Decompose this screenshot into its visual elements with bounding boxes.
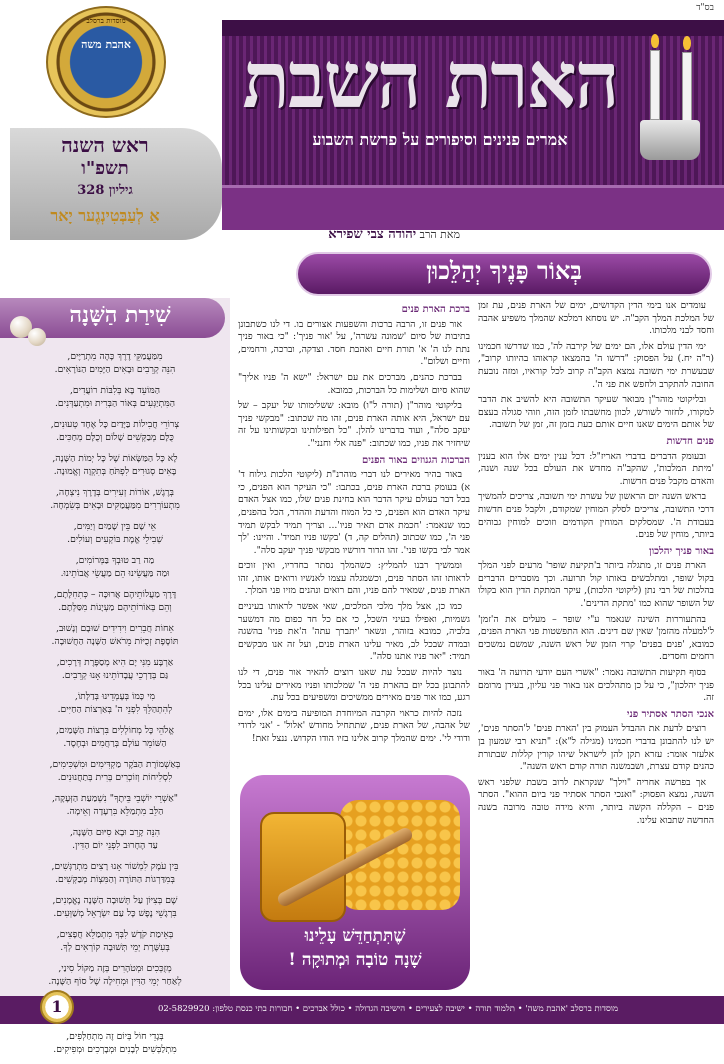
article-column-right [478, 300, 714, 990]
section-heading: אנכי הסתר אסתיר פני [626, 708, 714, 720]
issue-yiddish-greeting: אַ לְעַבְּטִינְגֶער יָאר [50, 206, 160, 225]
pearl-icon [28, 328, 46, 346]
paragraph: בראש השנה יום הראשון של עשרת ימי תשובה, צריכים להמשיך דרכי התשובה, צריכים לסלק המוחין שמקודם, ולקבל פנים חדשות בעבודת ה'. שמסלקים המוחין הקודמים וזוכים למוחין גבוהים ביותר, מוחין של פנים. [478, 491, 714, 541]
paragraph: בהתעוררות השינה שנאמר ע"י שופר – מעלים את ה'זמן' ל'למעלה מהזמן' שאין שם דינים. הוא התפשטות פני הארת הפנים, כמובא, 'פנים בפנים' קרוי הזמן של ראש השנה, שמשם נמשכים רחמים וחסדים. [478, 613, 714, 663]
greeting-line-1: שֶׁתִּתְחַדֵּשׁ עָלֵינוּ [304, 926, 406, 946]
paragraph: באור בהיר מאירים לנו דברי מוהרנ"ת (ליקוטי הלכות גילוח ד' א) בעומק ברכת הארת פנים, בכתבו: "כי העיקר הוא הפנים, כי בכל דבר בעולם עיקר הדבר הוא בחינת פנים שלו, כמו אצל האדם עיקר האדם הוא הפנים, כי כל המוח והדעת וההדר, הכל בהפנים, כמו שנאמר: 'חכמת אדם תאיר פניו'... וצריך תמיד לבקש תמיד פני ה', כמו שכתוב (תהלים קה, ד) 'בקשו פניו תמיד'. והיינו: 'לך אמר לבי בקשו פני'. זהו הדור דורשיו מבקשי פניך יעקב סלה". [238, 469, 470, 556]
paragraph: נזכה להיות כראוי הקרבה המיוחדת המופיעה בימים אלו, ימים של אהבה, של הארת פנים, שתתחיל מחודש 'אלול' - 'אני לדודי ודודי לי'. ימים שהמלך קרוב אלינו בזיו הודו הקדוש. ננצל זאת! [238, 707, 470, 744]
bsd-mark: בס"ד [696, 3, 714, 13]
masthead-wave [222, 185, 724, 230]
poem-stanza: אֵי שָׁם בֵּין שָׁמַיִם וְיַמִּים, שְׁבִילֵי אֱמֶת בּוֹקְעִים וְעוֹלִים. [67, 521, 163, 545]
author-name: יהודה צבי שפירא [328, 227, 417, 242]
poem-stanza: צְרוֹרֵי חֲבִילוֹת בַּיָּדַיִם כָּל אֶחָד טְעוּנִים, כֻּלָּם מְבַקְּשִׁים שָׁלוֹם וְכֻלָּם מְחַכִּים. [50, 419, 180, 443]
poem-stanza: שֶׁם בְּצִיּוֹן עַל תְּשׁוּבָה הַשָּׁנָה נֶאֱמָנִים, בִּרְגָשֵׁי נֶפֶשׁ כָּל עַם יִשְׂרָאֵל מְשַׁוְּעִים. [52, 895, 178, 919]
poem-stanza: דֶּרֶךְ מַעֲלוֹתֵיהֶם אֲרוּכָּה – כְּתִחִלָּתָם, וְהֵם בְּאוֹרוֹתֵיהֶם מַעְיָנוֹת מִסַּלְּתָם. [53, 589, 177, 613]
poem-title: שִׁירַת הַשָּׁנָה [69, 302, 171, 328]
section-heading: פנים חדשות [666, 435, 714, 447]
section-heading: באור פניך יהלכון [649, 545, 714, 557]
article-title: בְּאוֹר פָּנֶיךָ יְהַלֵּכוּן [426, 256, 582, 285]
poem-stanza: בֵּין עֹמֶק לִמְשׁוֹר אָנוּ רָצִים מִתְרַגְּשִׁים, בְּמִדַּרְגוֹת הַתּוֹרָה וְהַמִּצְוֹת מְבַקְּשִׁים. [51, 861, 179, 885]
paragraph: רוצים לדעת את ההבדל העמוק בין 'הארת פנים' ל'הסתר פנים', יש לנו להתבונן בדברי חכמינו (מגילה ל"א): "תניא רבי שמעון בן אלעזר אומר: עזרא תקן להן לישראל שיהו קורין קללות שבתורת כהנים קודם עצרת, ושבמשנה תורה קודם ראש השנה". [478, 723, 714, 773]
issue-number: גיליון 328 [77, 183, 133, 198]
paragraph: ובעומק הדברים בדברי האריז"ל: דכל ענין ימים אלו הוא בענין 'מיתת המלכות', שהקב"ה מחדש את העולם בכל שנה ושנה, והאדם מקבל פנים חדשות. [478, 450, 714, 487]
masthead-title: הארת השבת [242, 35, 618, 126]
poem-stanza: הִנֵּה קָרֵב וּבָא סִיּוּם הַשָּׁנָה, עַד הֶחָרוּב לִפְנֵי יוֹם הַדִּין. [69, 827, 161, 851]
paragraph: אך בפרשה אחריה "וילך" שנקראת לרוב בשבת שלפני ראש השנה, נמצא הפסוק: "ואנכי הסתר אסתיר פני ביום ההוא". הסתר פנים – הקללה הקשה ביותר, והיא מידה טובה מרובה בשנה החדשה שתבוא עלינו. [478, 776, 714, 826]
logo-name: אהבת משה [81, 38, 131, 51]
issue-occasion: ראש השנה [61, 133, 149, 157]
paragraph: ובליקוטי מוהר"ן מבואר שעיקר התשובה היא להשיב את הדבר למקורו, לחזור לשורש, לכוון מחשבתו לזמן הזה, וזוהי סגולה בעצם של אותם הימים שאנו חיים אותם כעת בזמן זה, זמן של תשובה. [478, 394, 714, 431]
candlestick-base [640, 120, 700, 160]
poem-stanza: מִי כָּמוֹ בְּעָמְדֵינוּ בְּדַלָּתוֹ, לְהִתְהַלֵּךְ לִפְנֵי ה' בְּאַרְצוֹת הַחַיִּים. [57, 691, 173, 715]
logo-top-text: מוסדות ברסלב [86, 16, 126, 25]
poem-stanza: "אַשְׁרֵי יוֹשְׁבֵי בֵּיתֶךָ" נִשְׁמַעַת הַזְּעָקָה, הַלֵּב מִתְמַלֵּא בִּרְעָדָה וְאֵימָה. [51, 793, 179, 817]
poem-stanza: בְּרֶגֶשׁ, אוֹרוֹת זְעִירִים בְּדֶרֶךְ נִיצְחָה, מִתְעוֹרְרִים מִמַּעֲמַקִּים וּבָאִים בְּשִׂמְחָה. [50, 487, 180, 511]
poem-body [8, 350, 222, 1064]
poem-stanza: לָא כָּל הַמַּשָּׂאוֹת שֶׁל כָּל יְמוֹת הַשָּׁנָה, בָּאִים סְגוּרִים לִפְתֹּחַ בְּתִקְוָה וְאֱמוּנָה. [52, 453, 178, 477]
poem-stanza: אַרְבָּע מִנִּי יָם הִיא מְסַפֶּרֶת דְּרָכִים, גַּם בְּדַרְכֵי עֲבָדוֹתֵינוּ אָנוּ קְרֵבִים. [56, 657, 174, 681]
author-line [260, 226, 460, 242]
page-number: 1 [40, 990, 74, 1024]
paragraph: בברכת כהנים, מברכים את עם ישראל: "ישא ה' פניו אליך" שהוא סיום ושלימות כל הברכות, כמובא. [238, 371, 470, 396]
paragraph: עומדים אנו בימי הדין הקדושים, ימים של הארת פנים, עת זמן של המלכת המלך הקב"ה. יש נוסחא דמלכא שהמלך משפיע אהבה וחסד לבני מלכותו. [478, 300, 714, 337]
poem-stanza: אֱלֹהֵי כָּל מְחוֹלְלִים בִּרְצוֹת הַשָּׁמַיִם, הַשּׁוֹמֵר עוֹלָם בְּרַחֲמִים וּבְחֶסֶד. [56, 725, 174, 749]
greeting-line-2: שָׁנָה טוֹבָה וּמְתוּקָה ! [288, 950, 422, 970]
poem-stanza: אֵחוֹת חֲבֵרִים וִידִידִים שׁוּבָם וְנָשׁוּב, תּוֹסֶפֶת זְכֻיּוֹת מֵרֹאשׁ הַשָּׁנָה הַחֲשׁוּבָה. [51, 623, 179, 647]
paragraph: נוצר להיות שבכל עת שאנו רוצים להאיר אור פנים, די לנו להתבונן בכל יום בהארת פני ה' שמלכותו ופניו מאירים עלינו בכל רגע, כמו אור פנים מאירים ממשיכים ומשפיעים בכל עת. [238, 667, 470, 704]
paragraph: ימי הדין עולם אלו, הם ימים של קירבה לה', כמו שדרשו חכמינו (ר"ה יח.) על הפסוק: "דרשו ה' בהמצאו קראוהו בהיותו קרוב", שבעשרת ימי תשובה נמצא הקב"ה קרוב לכל קוראיו, ומזה נובעת החובה להתקרב ולחפש את פני ה'. [478, 340, 714, 390]
poem-stanza: מִמַּעֲמַקֵּי דֶרֶךְ כָּהֶה מִתְרַיֶּים, הִנֵּה קְרֵבִים וּבָאִים הַיָּמִים הַנּוֹרָאִים. [54, 351, 176, 375]
paragraph: הארת פנים זו, מתגלה ביותר ב'תקיעת שופר' מרעים לפני המלך בקול שופר, ומתלבשים באותו קול תרועה. וכך מוסברים הדברים בהלכות של רבי נתן (ליקוטי הלכות), עיקר המתקת הדין הוא בקולו של השופר שהוא כמו 'מתקת הדינים'. [478, 560, 714, 610]
paragraph: בסוף תקיעות התשובה נאמר: "אשרי העם יודעי תרועה ה' באור פניך יהלכון", כי על כן מתהלכים אנו באור פני עליון, בעידן מרומם זה. [478, 667, 714, 704]
article-column-middle [238, 300, 470, 770]
section-heading: ברכת הארת פנים [401, 304, 470, 315]
paragraph: אור פנים זו, הרבה ברכות והשפעות אצורים בו. די לנו כשתבונן בתיבות של סיום 'שמונה עשרה', על 'אור פניך': "כי באור פניך נתת לנו ה' א' תורת חיים ואהבת חסד. וצדקה, וברכה, ורחמים, וחיים ושלום". [238, 318, 470, 368]
poem-stanza: בְּאֵימַת קֹדֶשׁ לִבְּךָ מִתְמַלֵּא חֲפָצִים, בְּעִשֶּׁרֶת יְמֵי תְּשׁוּבָה קוֹרְאִים לְךָ. [56, 929, 174, 953]
poem-stanza: בְּגָדֵי חוֹל בְּיוֹם זֶה מִתְחַלְּפִים, מִתְלַבְּשִׁים לְבָנִים וּמְבָרְכִים וּמְפִיקִים. [53, 1031, 177, 1055]
issue-year: תשפ"ו [81, 158, 129, 179]
section-heading: הברכות הגנוזים באור הפנים [361, 454, 470, 466]
paragraph: בליקוטי מוהר"ן (תורה ל"ו) מובא: ששלימותו של יעקב – של עם ישראל, היא אותה הארת פנים, זהו מה שכתוב: "מבקשי פניך יעקב סלה", ועוד בדברינו להלן. "כל תפילותינו ובקשותינו על זה שיחזיר את פניו, כמו שכתוב: "פנה אלי וחנני". [238, 400, 470, 449]
poem-stanza: בְּאַשְׁמוֹרֶת הַבֹּקֶר מַקְדִּימִים וּמִשְׁכִּימִים, לִסְלִיחוֹת וְזוֹכְרִים בְּרִית בְּתַחֲנוּנִים. [49, 759, 181, 783]
poem-stanza: מְזֻכְּכִים וּמְטֹהָרִים בְּזֶה מַקּוֹל סִינַי, לְאַחַר יְמֵי הַדִּין וּמְחִילָה שֶׁל סוֹף הַשָּׁנָה. [48, 963, 182, 987]
paragraph: כמו כן, אצל מלך מלכי המלכים, שאי אפשר לראותו בעיניים גשמיות, ואפילו בעיני השכל, כי אם כל חד כפום מה דמשער בלביה, כמובא בזוהר, ונשאר 'יתברך עתה' ה'את פניו' בהשגה ובמדה שבכל לב, מאיר עלינו הארת פנים, ועל זה אנו מבקשים תמיד: "יאר פניו אתנו סלה". [238, 601, 470, 663]
author-prefix: מאת הרב [419, 228, 460, 241]
poem-stanza: מַה רַב טוּבְךָ בַּמְּרוֹמִים, וּמַה מַּעֲשֵׂינוּ הֵם מַעֲשֵׂי אֲבוֹתֵינוּ. [60, 555, 170, 579]
footer-text: מוסדות ברסלב 'אהבת משה' • תלמוד תורה • ישיבה לצעירים • הישיבה הגדולה • כולל אברכים • חבורות בתי כנסת טלפון: 02-5829920 [157, 1004, 618, 1014]
poem-stanza: הַמּוֹעֵד בָּא בְּלִבּוֹת רוֹעֲדִים, הַמִּתְיַגְּעִים בְּאוֹר הַבְּרִית וּמִתְעַדְּנִים. [55, 385, 175, 409]
paragraph: וממשיך רבנו להמליץ: כשהמלך נסתר בחדריו, ואין זוכים לראותו זהו הסתר פנים, וכשמגלה עצמו לאנשיו ורואים אותו, זהו הארת פנים, שמאיר להם פניו, והם רואים ונהנים מזיו פני המלך. [238, 560, 470, 597]
masthead-subtitle: אמרים פנינים וסיפורים על פרשת השבוע [312, 130, 568, 149]
